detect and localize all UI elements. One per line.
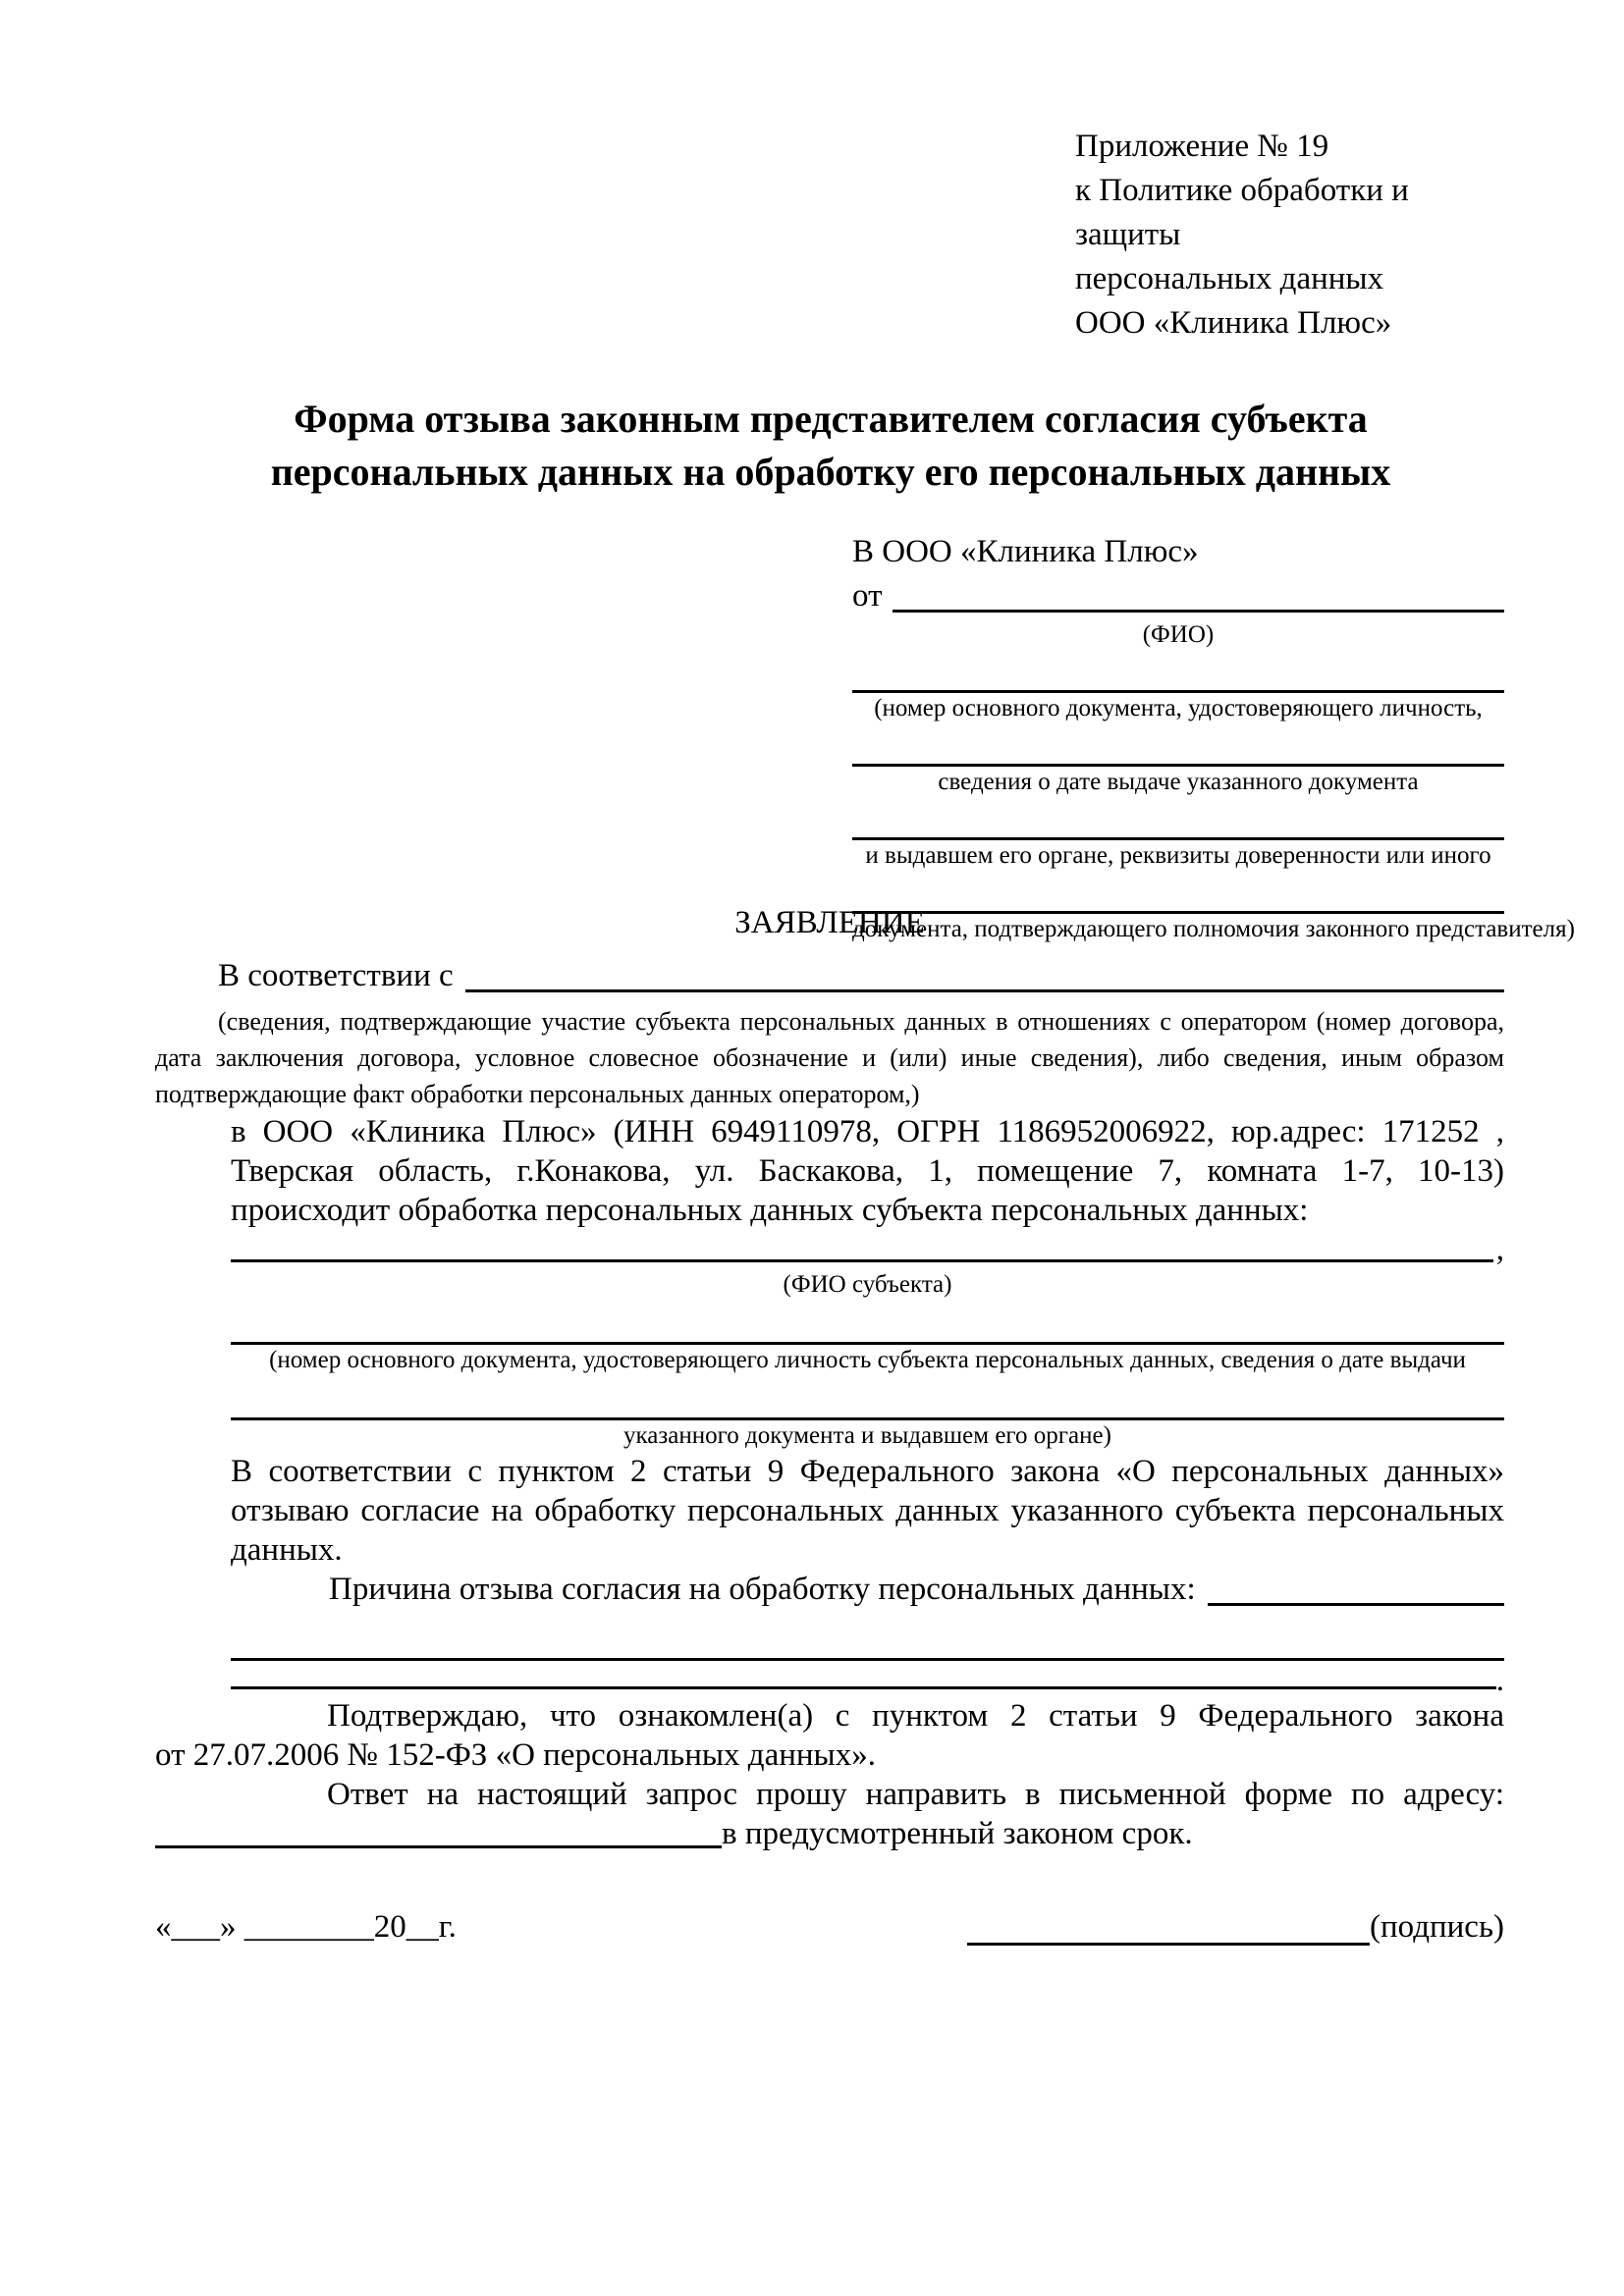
basis-field-row	[155, 956, 1504, 999]
confirm-paragraph	[155, 1696, 1504, 1775]
reason-blank-line-end	[231, 1661, 1496, 1689]
subject-fio-trailing-comma: ,	[1495, 1232, 1504, 1267]
law-paragraph-line1: В соответствии с пунктом 2 статьи 9 Федерального закона «О персональных данных»	[231, 1454, 1504, 1489]
representative-authority-caption: документа, подтверждающего полномочия законного представителя)	[852, 916, 1575, 942]
statement-body	[155, 903, 1575, 1952]
law-paragraph-line2: отзываю согласие на обработку персональных данных указанного субъекта персональных	[231, 1493, 1504, 1528]
issue-date-caption: сведения о дате выдаче указанного документа	[938, 769, 1419, 795]
answer-paragraph	[155, 1775, 1504, 1853]
appendix-number: Приложение № 19	[1075, 129, 1329, 164]
subject-fio-caption: (ФИО субъекта)	[783, 1271, 952, 1298]
issuing-authority-blank-line	[852, 798, 1504, 840]
reason-trailing-period: .	[1495, 1663, 1504, 1698]
reason-blank-line-start	[1208, 1570, 1504, 1606]
law-paragraph	[231, 1452, 1504, 1570]
subject-document-blank-line	[231, 1301, 1504, 1345]
operator-paragraph-line1: в ООО «Клиника Плюс» (ИНН 6949110978, ОГРН 1186952006922, юр.адрес: 171252 ,	[231, 1114, 1504, 1149]
issuing-authority-caption: и выдавшем его органе, реквизиты доверенности или иного	[865, 842, 1491, 869]
policy-reference-line1: к Политике обработки и защиты	[1075, 173, 1409, 252]
answer-paragraph-line1: Ответ на настоящий запрос прошу направить в письменной форме по адресу:	[327, 1777, 1504, 1812]
subject-fio-blank-row	[231, 1230, 1504, 1269]
reason-blank-line-end-row	[231, 1661, 1504, 1696]
reason-field-row	[231, 1570, 1504, 1613]
answer-paragraph-line2-text: в предусмотренный законом срок.	[722, 1816, 1193, 1851]
document-number-caption: (номер основного документа, удостоверяющего личность,	[874, 695, 1483, 721]
addressee-block	[852, 530, 1575, 945]
policy-reference-line2: персональных данных	[1075, 261, 1384, 296]
reason-blank-line-full	[231, 1613, 1504, 1661]
title-line1: Форма отзыва законным представителем согласия субъекта	[294, 397, 1368, 441]
fio-caption: (ФИО)	[1142, 621, 1215, 648]
law-paragraph-line3: данных.	[231, 1532, 343, 1568]
confirm-paragraph-line2: от 27.07.2006 № 152-ФЗ «О персональных данных».	[155, 1737, 876, 1773]
company-name: ООО «Клиника Плюс»	[1075, 305, 1392, 341]
appendix-header	[1075, 125, 1517, 346]
from-label: от	[852, 578, 883, 614]
title-line2: персональных данных на обработку его персональных данных	[270, 450, 1391, 494]
subject-fio-blank-line	[231, 1230, 1493, 1262]
basis-footnote: (сведения, подтверждающие участие субъекта персональных данных в отношениях с оператором (номер договора, дата заключения договора, условное словесное обозначение и (или) иные сведения), либо сведения, иным образом подтверждающие факт обработки персональных данных оператором,)	[155, 1007, 1504, 1108]
answer-address-blank-line	[155, 1814, 722, 1848]
operator-paragraph-line2: Тверская область, г.Конакова, ул. Баскакова, 1, помещение 7, комната 1-7, 10-13)	[231, 1153, 1504, 1189]
subject-issuer-blank-line	[231, 1376, 1504, 1420]
date-signature-row	[155, 1907, 1504, 1952]
signature-caption: (подпись)	[1370, 1909, 1504, 1945]
basis-blank-line	[465, 956, 1504, 992]
document-title	[157, 393, 1504, 499]
footer-spacer	[457, 1907, 967, 1952]
subject-document-caption: (номер основного документа, удостоверяющего личность субъекта персональных данных, сведения о дате выдачи	[269, 1347, 1466, 1373]
operator-paragraph-line3: происходит обработка персональных данных субъекта персональных данных:	[231, 1193, 1309, 1228]
date-blank-text: «___» ________20__г.	[155, 1909, 457, 1945]
confirm-paragraph-line1: Подтверждаю, что ознакомлен(а) с пунктом 2 статьи 9 Федерального закона	[327, 1698, 1504, 1734]
from-field-row	[852, 574, 1504, 619]
answer-address-row	[155, 1814, 1504, 1853]
addressee-to: В ООО «Клиника Плюс»	[852, 534, 1199, 569]
signature-blank-line	[967, 1907, 1370, 1946]
reason-label: Причина отзыва согласия на обработку персональных данных:	[329, 1572, 1196, 1607]
from-name-blank-line	[893, 574, 1505, 613]
basis-label: В соответствии с	[218, 958, 454, 993]
statement-heading: ЗАЯВЛЕНИЕ	[734, 905, 925, 940]
subject-issuer-caption: указанного документа и выдавшем его органе)	[623, 1422, 1111, 1449]
document-number-blank-line	[852, 651, 1504, 693]
issue-date-blank-line	[852, 724, 1504, 767]
operator-paragraph	[231, 1112, 1504, 1230]
